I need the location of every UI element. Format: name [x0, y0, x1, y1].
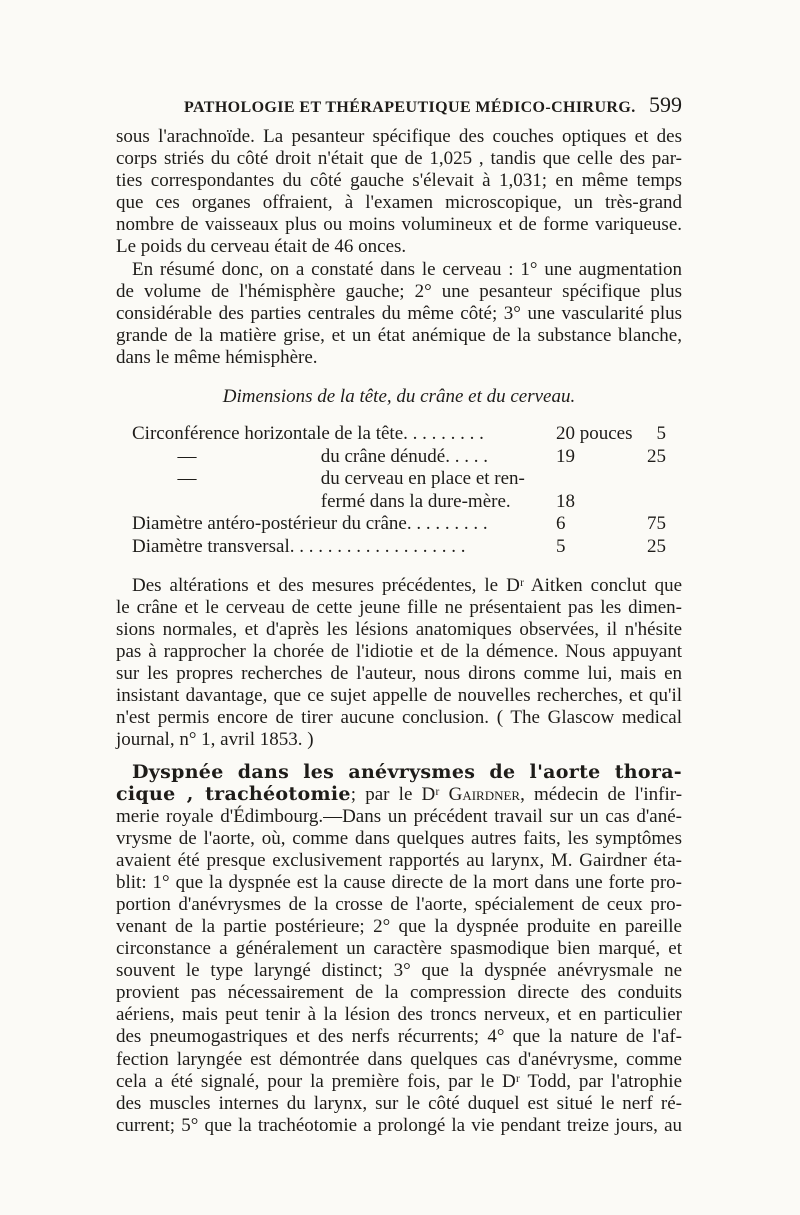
dimension-row [132, 491, 698, 514]
dimensions-table [132, 423, 698, 559]
text-line: Le poids du cerveau était de 46 onces. [116, 236, 407, 258]
text-line: sous l'arachnoïde. La pesanteur spécifique des couches optiques et des [116, 126, 682, 147]
book-page [116, 92, 682, 1137]
ditto-dash: — [177, 445, 197, 467]
text-line: n'est permis encore de tirer aucune conclusion. ( The Glascow medical [116, 707, 682, 729]
text-line: insistant davantage, que ce sujet appelle de nouvelles recherches, et qu'il [116, 685, 682, 707]
dimension-label: du cerveau en place et ren- [320, 468, 525, 490]
dimension-label: Diamètre antéro-postérieur du crâne. . . . . . . . . [132, 513, 488, 535]
text-span: ; par le Dʳ [350, 784, 440, 806]
dimension-value: 18 [556, 490, 575, 512]
dimension-row [132, 446, 698, 469]
text-line: sur les propres recherches de l'auteur, nous dirons comme lui, mais en [116, 662, 682, 684]
dimension-value: 19 [556, 445, 575, 467]
dimension-row [132, 513, 698, 536]
text-line: aériens, mais peut tenir à la lésion des troncs nerveux, et en particulier [116, 1004, 682, 1026]
author-name: Gairdner [448, 784, 521, 806]
text-line: des muscles internes du larynx, sur le côté duquel est situé le nerf ré- [116, 1092, 682, 1114]
paragraph-2 [116, 259, 682, 369]
paragraph-1 [116, 126, 682, 259]
dimensions-caption: Dimensions de la tête, du crâne et du cerveau. [222, 386, 576, 408]
dimension-row [132, 423, 698, 446]
text-line: Des altérations et des mesures précédentes, le Dʳ Aitken conclut que [132, 574, 682, 596]
text-line: blit: 1° que la dyspnée est la cause directe de la mort dans une forte pro- [116, 871, 682, 893]
running-title: PATHOLOGIE ET THÉRAPEUTIQUE MÉDICO-CHIRURG. [184, 99, 636, 116]
text-line: current; 5° que la trachéotomie a prolongé la vie pendant treize jours, au [116, 1114, 682, 1136]
text-line: circonstance a généralement un caractère spasmodique bien marqué, et [116, 938, 682, 960]
text-line: sions normales, et d'après les lésions anatomiques observées, il n'hésite [116, 618, 682, 640]
text-line: grande de la matière grise, et un état anémique de la substance blanche, [116, 324, 682, 346]
dimension-fraction [626, 491, 666, 514]
text-line: des pneumogastriques et des nerfs récurrents; 4° que la nature de l'af- [116, 1026, 682, 1048]
text-line: considérable des parties centrales du même côté; 3° une vascularité plus [116, 302, 682, 324]
text-line: nombre de vaisseaux plus ou moins volumineux et de forme variqueuse. [116, 214, 682, 236]
dimension-label: Diamètre transversal. . . . . . . . . . . . . . . . . . . [132, 536, 466, 557]
dimension-label: fermé dans la dure-mère. [320, 490, 511, 512]
dimension-fraction [626, 468, 666, 491]
text-line: vrysme de l'aorte, où, comme dans quelques autres faits, les symptômes [116, 827, 682, 849]
text-line: En résumé donc, on a constaté dans le cerveau : 1° une augmentation [132, 258, 682, 280]
text-line: venant de la partie postérieure; 2° que la dyspnée produite en pareille [116, 916, 682, 937]
section-title: cique , trachéotomie [116, 783, 351, 806]
text-line: fection laryngée est démontrée dans quelques cas d'anévrysme, comme [116, 1048, 682, 1070]
text-line: merie royale d'Édimbourg.—Dans un précédent travail sur un cas d'ané- [116, 805, 682, 827]
text-span: , médecin de l'infir- [520, 784, 683, 806]
text-line: ties correspondantes du côté gauche s'élevait à 1,031; en même temps [116, 170, 682, 192]
page-number: 599 [649, 92, 682, 117]
text-line: corps striés du côté droit n'était que de 1,025 , tandis que celle des par- [116, 148, 682, 170]
dimension-value: 6 [556, 513, 566, 535]
text-line: pas à rapprocher la chorée de l'idiotie et de la démence. Nous appuyant [116, 640, 682, 662]
text-line: de volume de l'hémisphère gauche; 2° une pesanteur spécifique plus [116, 280, 682, 302]
dimension-fraction: 25 [647, 445, 666, 467]
dimension-value: 5 [556, 536, 566, 557]
section-title: Dyspnée dans les anévrysmes de l'aorte thora- [132, 761, 682, 784]
dimension-label: Circonférence horizontale de la tête. . . . . . . . . [132, 423, 484, 445]
dimension-row [132, 468, 698, 491]
dimension-label: du crâne dénudé. . . . . [320, 445, 488, 467]
text-line: le crâne et le cerveau de cette jeune fille ne présentaient pas les dimen- [116, 596, 682, 618]
dimension-fraction: 75 [647, 513, 666, 535]
dimension-fraction: 25 [647, 536, 666, 557]
text-line: journal, n° 1, avril 1853. ) [116, 729, 314, 751]
dimension-value: 20 pouces [556, 423, 633, 445]
text-line: dans le même hémisphère. [116, 346, 318, 368]
dimension-row [132, 536, 698, 559]
text-line: souvent le type laryngé distinct; 3° que la dyspnée anévrysmale ne [116, 960, 682, 982]
page-header [116, 92, 682, 126]
text-line: avaient été presque exclusivement rapportés au larynx, M. Gairdner éta- [116, 849, 682, 871]
text-line: cela a été signalé, pour la première fois, par le Dʳ Todd, par l'atrophie [116, 1070, 682, 1092]
paragraph-4 [116, 761, 682, 1137]
text-line: provient pas nécessairement de la compression directe des conduits [116, 982, 682, 1004]
ditto-dash: — [177, 468, 197, 490]
text-line: que ces organes offraient, à l'examen microscopique, un très-grand [116, 192, 682, 214]
section-title-line [116, 761, 682, 783]
dimension-value [556, 468, 626, 491]
dimension-fraction: 5 [656, 423, 666, 445]
paragraph-3 [116, 575, 682, 752]
text-line: portion d'anévrysmes de la crosse de l'aorte, spécialement de ceux pro- [116, 893, 682, 915]
text-line [116, 783, 682, 805]
